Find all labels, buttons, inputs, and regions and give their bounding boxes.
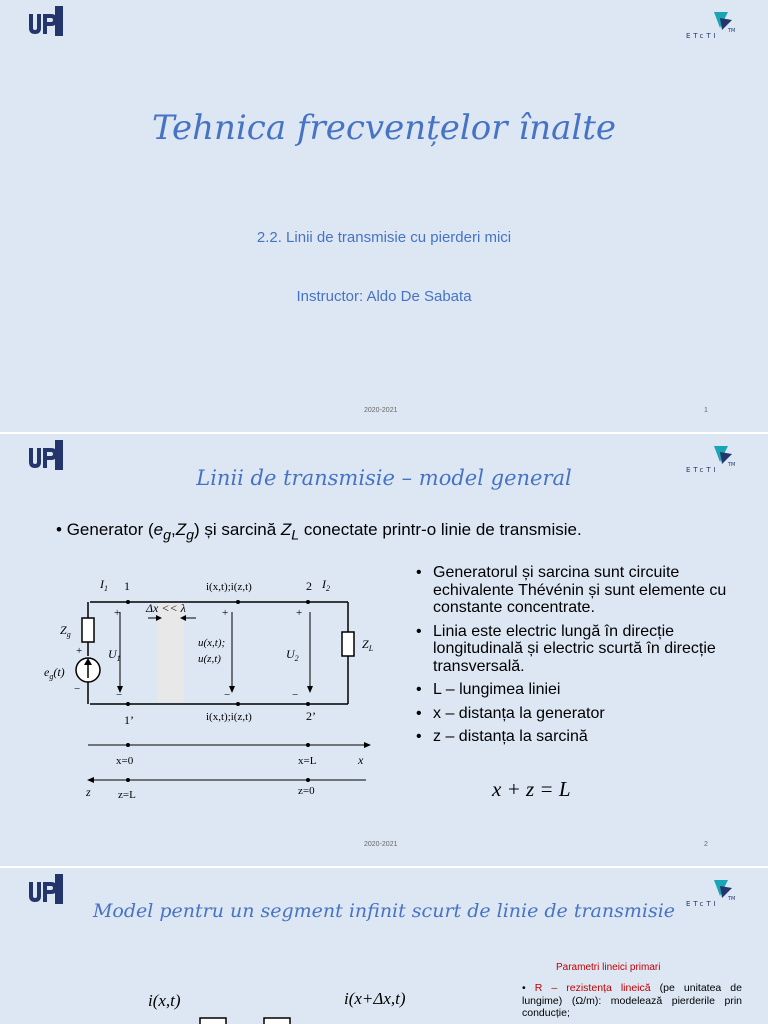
svg-text:−: − (224, 689, 231, 701)
u-x-label: u(x,t); (198, 637, 226, 649)
transmission-line-circuit (36, 574, 386, 804)
i-right-label: i(x+Δx,t) (344, 989, 406, 1008)
eg-label: $e_g(t)$ (44, 665, 65, 681)
u2-label: $U_2$ (286, 647, 299, 663)
page-number: 2 (704, 841, 708, 848)
node-1-label: 1 (124, 579, 130, 593)
slide-title: Linii de transmisie – model general (196, 466, 572, 490)
right-bullet-list (416, 564, 746, 752)
main-bullet: • Generator $(e_g,Z_g)$ și sarcină $Z_L$ conectate printr-o linie de transmisie. (56, 520, 582, 544)
slide-title: Model pentru un segment infinit scurt de linie de transmisie (92, 900, 676, 922)
x0-label: x=0 (116, 755, 134, 767)
bullet-item: • x – distanța la generator (416, 705, 746, 723)
xl-label: x=L (298, 755, 317, 767)
node-2-label: 2 (306, 579, 312, 593)
bullet-text-3: conectate printr-o linie de transmisie. (299, 520, 582, 539)
bullet-text-1: Generator ( (66, 520, 154, 539)
bullet-item: • z – distanța la sarcină (416, 728, 746, 746)
i-left-label: i(x,t) (148, 991, 181, 1010)
dx-label: Δx << λ (146, 601, 186, 615)
page-number: 1 (704, 407, 708, 414)
svg-text:+: + (222, 607, 229, 619)
bullet-item: • L – lungimea liniei (416, 681, 746, 699)
i1-label: $I_1$ (100, 577, 108, 593)
node-2p-label: 2’ (306, 709, 316, 723)
params-title: Parametri lineici primari (556, 962, 661, 973)
svg-text:TM: TM (728, 28, 736, 34)
param-r: R – rezistența lineică (534, 982, 651, 994)
u-z-label: u(z,t) (198, 653, 221, 665)
bullet-item: • Linia este electric lungă în direcție longitudinală și electric scurtă în direcție transversală. (416, 623, 746, 676)
x-axis-label: x (358, 753, 364, 767)
zl-impedance (342, 632, 354, 656)
svg-text:−: − (292, 689, 299, 701)
svg-text:TM: TM (728, 896, 736, 902)
i2-label: $I_2$ (322, 577, 330, 593)
bullet-item: • Generatorul și sarcina sunt circuite echivalente Thévénin și sunt elemente cu constante concentrate. (416, 564, 746, 617)
node-1p-label: 1’ (124, 713, 134, 727)
segment-circuit (130, 986, 430, 1024)
slide-title: Tehnica frecvențelor înalte (151, 108, 617, 148)
zg-impedance (82, 618, 94, 642)
upt-logo-icon (28, 6, 64, 38)
length-equation: x + z = L (492, 777, 571, 801)
svg-text:+: + (76, 645, 83, 657)
dx-segment (158, 602, 184, 702)
etti-logo-icon (684, 10, 740, 42)
svg-text:+: + (114, 607, 121, 619)
svg-text:−: − (74, 683, 81, 695)
z-axis-label: z (86, 785, 91, 799)
bullet-text-2: ) și sarcină (193, 520, 281, 539)
params-text: • R – rezistența lineică (pe unitatea de lungime) (Ω/m): modelează pierderile prin conducție; (522, 982, 742, 1019)
bottom-current-label: i(x,t);i(z,t) (206, 711, 252, 723)
slide-subtitle: 2.2. Linii de transmisie cu pierderi mici (256, 229, 512, 246)
zg-label: $Z_g$ (60, 623, 71, 639)
slide-3 (0, 868, 768, 1024)
param-r-desc: (pe unitatea de lungime) (Ω/m): modelează pierderile prin conducție; (522, 982, 742, 1019)
svg-text:ETcTI: ETcTI (686, 32, 719, 40)
svg-text:TM: TM (728, 462, 736, 468)
instructor-line: Instructor: Aldo De Sabata (296, 288, 472, 305)
svg-text:ETcTI: ETcTI (686, 900, 719, 908)
svg-text:+: + (296, 607, 303, 619)
z0-label: z=0 (298, 785, 315, 797)
slide-1 (0, 0, 768, 432)
top-current-label: i(x,t);i(z,t) (206, 581, 252, 593)
svg-text:−: − (116, 689, 123, 701)
slide-2 (0, 434, 768, 866)
footer-date: 2020-2021 (364, 841, 398, 848)
zl-pos-label: z=L (118, 789, 136, 801)
zl-label: $Z_L$ (362, 637, 374, 653)
u1-label: $U_1$ (108, 647, 121, 663)
svg-text:ETcTI: ETcTI (686, 466, 719, 474)
footer-date: 2020-2021 (364, 407, 398, 414)
